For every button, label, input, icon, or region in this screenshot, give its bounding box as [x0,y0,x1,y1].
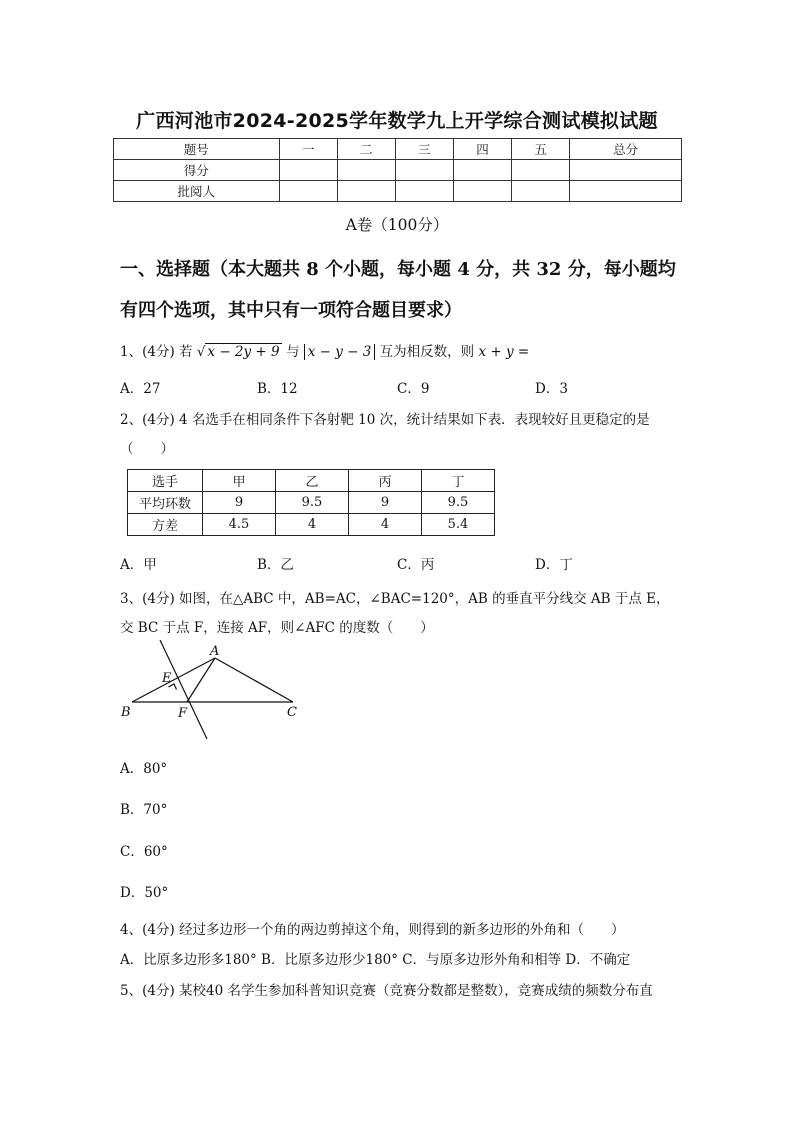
empty-cell [512,160,570,181]
table-cell: 9 [349,492,422,514]
q3-option-a: A．80° [120,761,168,777]
variance-table [127,469,495,536]
sqrt-symbol: √ [196,344,206,360]
table-cell: 9 [203,492,276,514]
section-heading-line2: 有四个选项，其中只有一项符合题目要求） [120,300,462,321]
label-b: B [121,705,131,720]
empty-cell [279,160,337,181]
empty-cell [453,160,511,181]
table-cell: 四 [453,139,511,160]
q1-abs-expr: x − y − 3 [304,344,376,360]
q1-expr: x + y = [478,344,530,360]
empty-cell [453,181,511,202]
q1-prefix: 1、(4分) 若 [120,344,193,360]
table-cell: 9.5 [422,492,495,514]
table-cell: 二 [337,139,395,160]
table-row [128,470,495,492]
q2-option-a: A．甲 [120,557,157,573]
q1-sqrt-expr: x − 2y + 9 [207,344,280,360]
table-cell: 乙 [276,470,349,492]
label-f: F [178,706,188,721]
question-3-line1: 3、(4分) 如图，在△ABC 中，AB=AC，∠BAC=120°，AB 的垂直平分线交 AB 于点 E， [120,591,670,607]
table-cell: 平均环数 [128,492,203,514]
table-cell: 得分 [114,160,280,181]
empty-cell [337,160,395,181]
table-cell: 批阅人 [114,181,280,202]
segment-ac [215,658,293,702]
q2-option-b: B．乙 [257,557,294,573]
triangle-figure [118,640,308,745]
table-cell: 三 [395,139,453,160]
table-cell: 5.4 [422,514,495,536]
table-cell: 4.5 [203,514,276,536]
empty-cell [395,181,453,202]
label-a: A [210,644,220,659]
q1-option-c: C．9 [397,381,430,397]
q4-options: A．比原多边形多180° B．比原多边形少180° C．与原多边形外角和相等 D．不确定 [120,952,631,968]
score-table [113,138,682,202]
table-cell: 丁 [422,470,495,492]
table-cell: 选手 [128,470,203,492]
table-cell: 甲 [203,470,276,492]
q3-option-b: B．70° [120,802,168,818]
table-row [128,492,495,514]
empty-cell [279,181,337,202]
empty-cell [512,181,570,202]
table-cell: 4 [349,514,422,536]
label-e: E [162,671,172,686]
q1-suffix: 互为相反数，则 [379,344,475,360]
q1-option-d: D．3 [535,381,568,397]
perpendicular-bisector [160,640,207,739]
q2-option-c: C．丙 [397,557,435,573]
q3-option-c: C．60° [120,844,168,860]
empty-cell [395,160,453,181]
empty-cell [570,181,682,202]
section-heading-line1: 一、选择题（本大题共 8 个小题，每小题 4 分，共 32 分，每小题均 [120,259,676,280]
q2-answer-paren: （ ） [120,441,174,457]
question-2: 2、(4分) 4 名选手在相同条件下各射靶 10 次，统计结果如下表．表现较好且更稳定的是 [120,412,650,428]
table-cell: 五 [512,139,570,160]
paper-subtitle: A卷（100分） [345,216,449,234]
q3-option-d: D．50° [120,885,169,901]
table-cell: 丙 [349,470,422,492]
q2-option-d: D．丁 [535,557,573,573]
empty-cell [570,160,682,181]
table-row [114,181,682,202]
empty-cell [337,181,395,202]
page-title: 广西河池市2024-2025学年数学九上开学综合测试模拟试题 [136,110,658,132]
table-cell: 一 [279,139,337,160]
q1-option-b: B．12 [257,381,298,397]
table-cell: 9.5 [276,492,349,514]
label-c: C [287,705,297,720]
table-row [114,139,682,160]
table-cell: 总分 [570,139,682,160]
table-cell: 4 [276,514,349,536]
question-4: 4、(4分) 经过多边形一个角的两边剪掉这个角，则得到的新多边形的外角和（ ） [120,922,625,938]
q1-option-a: A．27 [120,381,161,397]
table-cell: 方差 [128,514,203,536]
segment-ab [132,658,215,702]
q1-mid: 与 [285,344,300,360]
table-cell: 题号 [114,139,280,160]
table-row [114,160,682,181]
question-1 [120,340,529,360]
table-row [128,514,495,536]
question-5: 5、(4分) 某校40 名学生参加科普知识竞赛（竞赛分数都是整数），竞赛成绩的频数分布直 [120,983,653,999]
segment-af [187,658,215,702]
question-3-line2: 交 BC 于点 F，连接 AF，则∠AFC 的度数（ ） [120,620,434,636]
